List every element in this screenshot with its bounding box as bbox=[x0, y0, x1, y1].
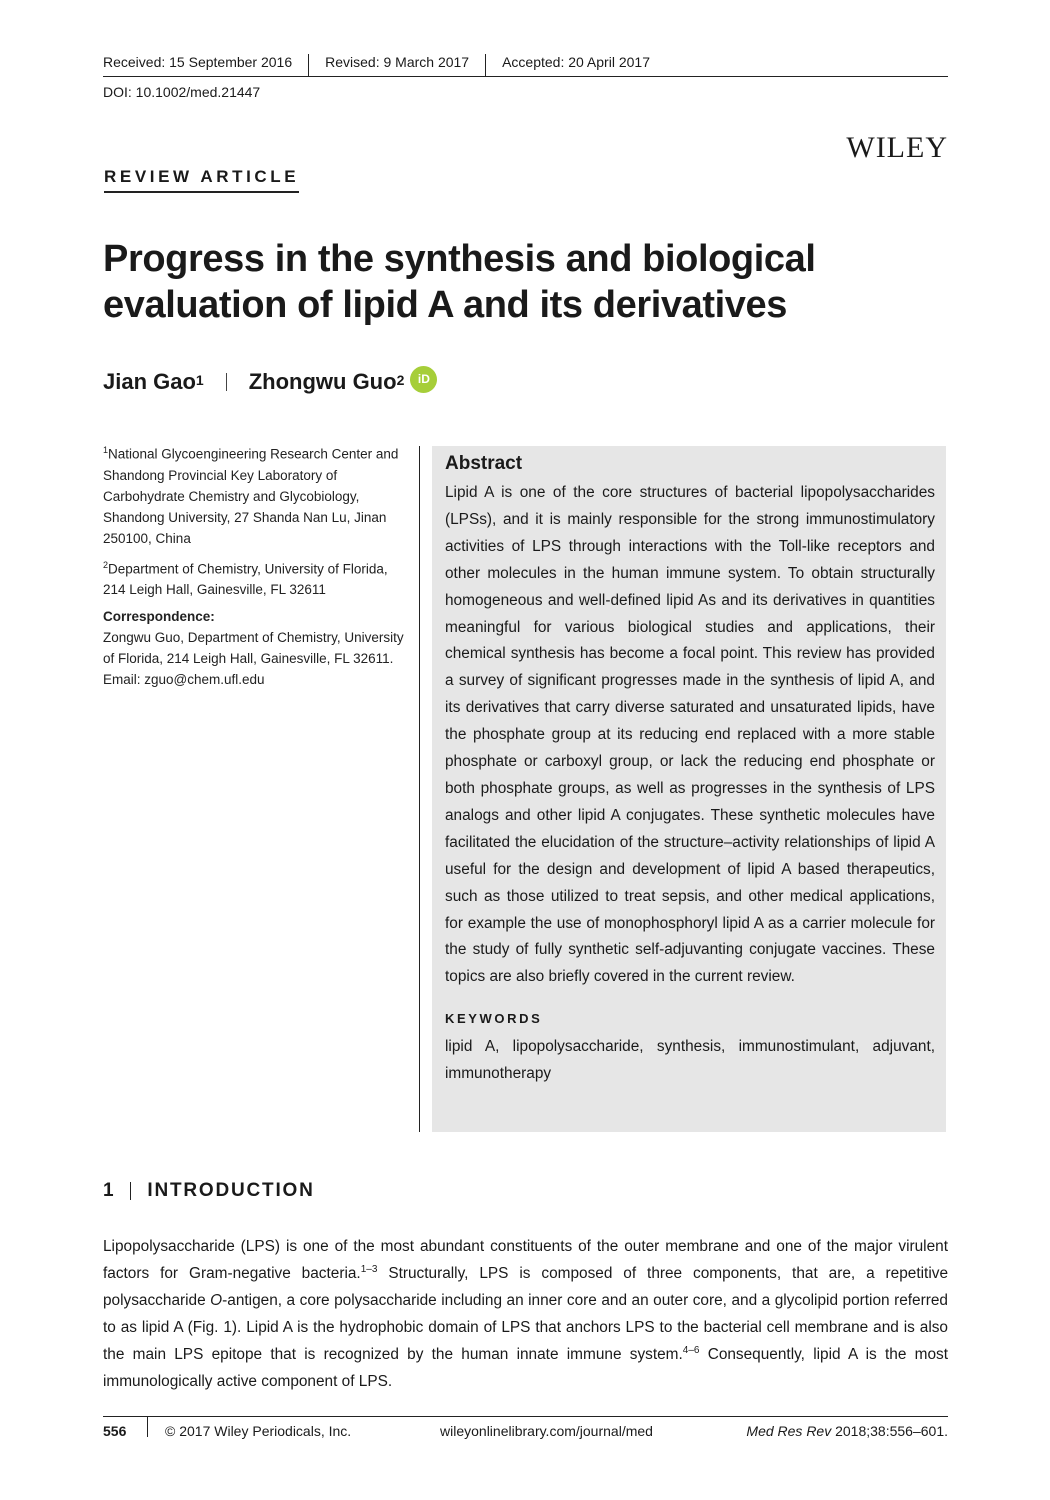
doi[interactable]: DOI: 10.1002/med.21447 bbox=[103, 84, 261, 100]
introduction-paragraph: Lipopolysaccharide (LPS) is one of the most abundant constituents of the outer membrane and one of the major virulent factors for Gram-negative bacteria.$^{1-3}$ Structurally, LPS is composed of three components, that are, a repetitive polysaccharide O-antigen, a core polysaccharide including an inner core and an outer core, and a glycolipid portion referred to as lipid A (Fig. 1). Lipid A is the hydrophobic domain of LPS that anchors LPS to the bacterial cell membrane and is also the main LPS epitope that is recognized by the human innate immune system.$^{4-6}$ Consequently, lipid A is the most immunologically active component of LPS. bbox=[103, 1238, 948, 1390]
section-heading-introduction bbox=[103, 1180, 315, 1202]
section-number: 1 bbox=[103, 1180, 116, 1201]
abstract-box bbox=[432, 446, 946, 1132]
orcid-icon[interactable]: iD bbox=[410, 366, 437, 393]
accepted-date: Accepted: 20 April 2017 bbox=[485, 54, 666, 76]
keywords-label: KEYWORDS bbox=[445, 1011, 543, 1027]
abstract-heading: Abstract bbox=[445, 453, 523, 474]
journal-url[interactable]: wileyonlinelibrary.com/journal/med bbox=[440, 1423, 653, 1439]
author-divider bbox=[226, 373, 227, 391]
article-title: Progress in the synthesis and biological evaluation of lipid A and its derivatives bbox=[103, 238, 816, 326]
author-name[interactable]: Jian Gao bbox=[103, 369, 196, 394]
history-dates bbox=[103, 54, 948, 77]
revised-date: Revised: 9 March 2017 bbox=[308, 54, 485, 76]
citation-ref[interactable]: 4–6 bbox=[682, 1344, 700, 1356]
section-divider bbox=[130, 1182, 131, 1200]
page-footer bbox=[103, 1416, 948, 1447]
correspondence-text: Zongwu Guo, Department of Chemistry, University of Florida, 214 Leigh Hall, Gainesville, FL 32611. Email: zguo@chem.ufl.edu bbox=[103, 630, 404, 687]
publisher-logo: WILEY bbox=[846, 131, 948, 164]
column-divider bbox=[419, 446, 420, 1132]
author-name[interactable]: Zhongwu Guo bbox=[248, 369, 397, 394]
page-number: 556 bbox=[103, 1423, 127, 1439]
keywords: lipid A, lipopolysaccharide, synthesis, immunostimulant, adjuvant, immunotherapy bbox=[445, 1038, 935, 1083]
author-list bbox=[103, 366, 437, 398]
abstract-text: Lipid A is one of the core structures of bacterial lipopolysaccharides (LPSs), and it is mainly responsible for the strong immunostimulatory activities of LPS through interactions with the Toll-like receptors and other molecules in the human immune system. To obtain structurally homogeneous and well-defined lipid As and its derivatives in quantities meaningful for various biological studies and applications, their chemical synthesis has become a focal point. This review has provided a survey of significant progresses made in the synthesis of lipid A, and its derivatives that carry diverse saturated and unsaturated lipids, have the phosphate group at its reducing end replaced with a more stable phosphate or carboxyl group, or lack the reducing end phosphate or both phosphate groups, as well as progresses in the synthesis of LPS analogs and other lipid A conjugates. These synthetic molecules have facilitated the elucidation of the structure–activity relationships of lipid A useful for the design and development of lipid A based therapeutics, such as those utilized to treat sepsis, and other medical applications, for example the use of monophosphoryl lipid A as a carrier molecule for the study of fully synthetic self-adjuvanting conjugate vaccines. These topics are also briefly covered in the current review. bbox=[445, 484, 935, 986]
author-affiliation-marker: 1 bbox=[195, 372, 204, 388]
affiliation-1: $^1$National Glycoengineering Research Center and Shandong Provincial Key Laboratory of Carbohydrate Chemistry and Glycobiology, Shandong University, 27 Shanda Nan Lu, Jinan 250100, China bbox=[103, 445, 399, 546]
citation-ref[interactable]: 1–3 bbox=[360, 1263, 378, 1275]
affiliation-2: $^2$Department of Chemistry, University of Florida, 214 Leigh Hall, Gainesville, FL 32611 bbox=[103, 559, 388, 597]
article-type: REVIEW ARTICLE bbox=[104, 167, 299, 193]
section-title: INTRODUCTION bbox=[147, 1180, 315, 1201]
correspondence-label: Correspondence: bbox=[103, 609, 215, 624]
author-affiliation-marker: 2 bbox=[396, 372, 405, 388]
footer-divider bbox=[147, 1417, 148, 1437]
affiliations bbox=[103, 440, 413, 696]
copyright: © 2017 Wiley Periodicals, Inc. bbox=[165, 1423, 352, 1439]
journal-citation: Med Res Rev 2018;38:556–601. bbox=[746, 1423, 948, 1439]
received-date: Received: 15 September 2016 bbox=[103, 54, 293, 70]
